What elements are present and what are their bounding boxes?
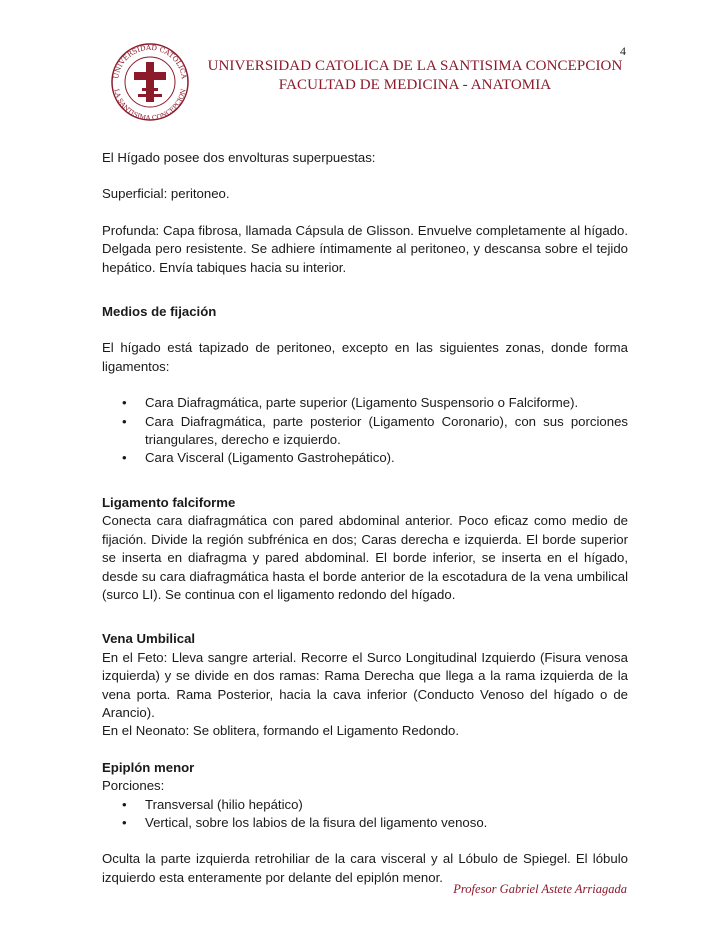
fijacion-list	[102, 394, 628, 468]
bullet-icon: •	[122, 395, 127, 411]
epiplon-paragraph: Oculta la parte izquierda retrohiliar de la cara visceral y al Lóbulo de Spiegel. El lóbulo izquierdo esta enteramente por delante del epiplón menor.	[102, 851, 628, 885]
list-item: • Transversal (hilio hepático)	[102, 796, 628, 814]
university-name: UNIVERSIDAD CATOLICA DE LA SANTISIMA CONCEPCION	[207, 58, 623, 74]
list-item: • Cara Visceral (Ligamento Gastrohepático).	[102, 449, 628, 467]
intro-paragraph: El Hígado posee dos envolturas superpuestas:	[102, 150, 376, 165]
section-title-fijacion: Medios de fijación	[102, 304, 217, 320]
faculty-name: FACULTAD DE MEDICINA - ANATOMIA	[278, 77, 552, 93]
seal-text-bottom: LA SANTISIMA CONCEPCION	[112, 88, 188, 122]
bullet-icon: •	[122, 450, 127, 466]
list-item: • Vertical, sobre los labios de la fisura del ligamento venoso.	[102, 814, 628, 832]
fijacion-paragraph: El hígado está tapizado de peritoneo, excepto en las siguientes zonas, donde forma ligamentos:	[102, 340, 628, 374]
university-seal-icon	[102, 38, 198, 122]
list-item: • Cara Diafragmática, parte posterior (Ligamento Coronario), con sus porciones triangulares, derecho e izquierdo.	[122, 413, 628, 448]
umbilical-paragraph: En el Feto: Lleva sangre arterial. Recorre el Surco Longitudinal Izquierdo (Fisura venosa izquierda) y se divide en dos ramas: Rama Derecha que llega a la rama izquierda de la vena porta. Rama Posterior, hacia la cava inferior (Conducto Venoso del hígado o de Arancio).	[102, 649, 628, 720]
section-title-epiplon: Epiplón menor	[102, 759, 195, 775]
list-item: • Cara Diafragmática, parte superior (Ligamento Suspensorio o Falciforme).	[102, 394, 628, 412]
falciforme-paragraph: Conecta cara diafragmática con pared abdominal anterior. Poco eficaz como medio de fijación. Divide la región subfrénica en dos; Caras derecha e izquierda. El borde superior se inserta en diafragma y pared abdominal. El borde inferior, se inserta en el hígado, desde su cara diafragmática hasta el borde anterior de la escotadura de la vena umbilical (surco LI). Se continua con el ligamento redondo del hígado.	[102, 513, 628, 602]
intro-paragraph: Profunda: Capa fibrosa, llamada Cápsula de Glisson. Envuelve completamente al hígado. Delgada pero resistente. Se adhiere íntimamente al peritoneo, y descansa sobre el tejido hepático. Envía tabiques hacia su interior.	[102, 222, 628, 275]
section-title-umbilical: Vena Umbilical	[102, 631, 196, 647]
intro-paragraph: Superficial: peritoneo.	[102, 186, 230, 202]
bullet-icon: •	[122, 814, 127, 830]
footer-author: Profesor Gabriel Astete Arriagada	[453, 882, 627, 896]
page-number: 4	[620, 44, 626, 58]
document-body	[102, 149, 628, 887]
bullet-icon: •	[122, 413, 127, 429]
seal-text-top: UNIVERSIDAD CATOLICA	[112, 43, 188, 80]
section-title-falciforme: Ligamento falciforme	[102, 494, 236, 510]
bullet-icon: •	[122, 796, 127, 812]
epiplon-list	[102, 796, 628, 833]
epiplon-subtitle: Porciones:	[102, 778, 165, 794]
umbilical-paragraph: En el Neonato: Se oblitera, formando el Ligamento Redondo.	[102, 723, 460, 739]
